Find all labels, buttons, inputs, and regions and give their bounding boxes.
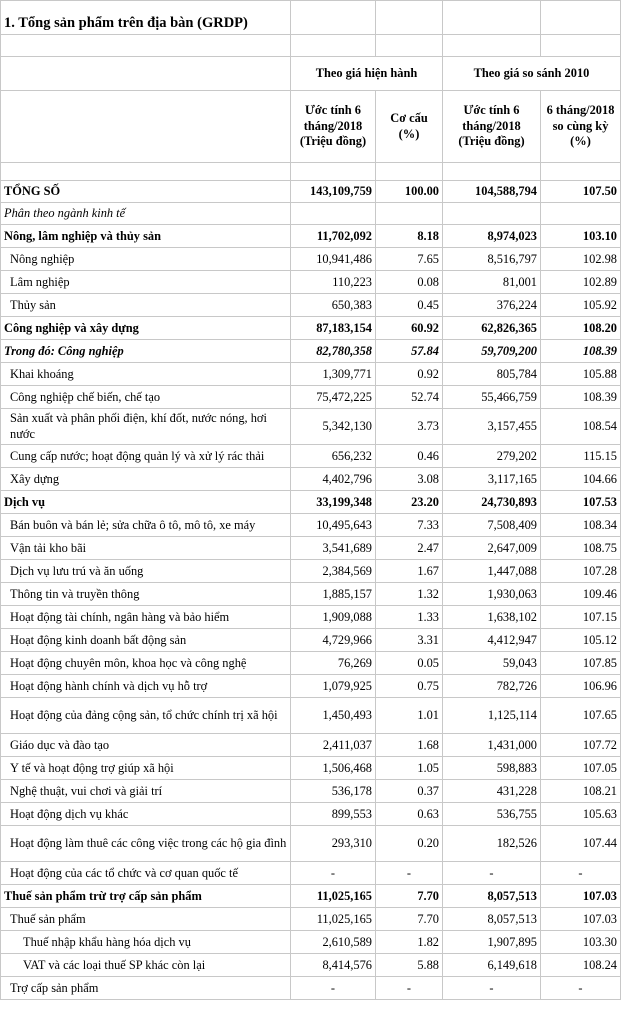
cell-v4: 108.20 bbox=[541, 317, 621, 340]
cell-v2: 3.73 bbox=[376, 409, 443, 445]
cell-v3: 8,974,023 bbox=[443, 225, 541, 248]
row-label: Khai khoáng bbox=[1, 363, 291, 386]
table-row bbox=[1, 977, 621, 1000]
cell-v1: 8,414,576 bbox=[291, 954, 376, 977]
row-label: Thuế sản phẩm bbox=[1, 908, 291, 931]
row-label: Thuế nhập khẩu hàng hóa dịch vụ bbox=[1, 931, 291, 954]
cell-v1: 11,025,165 bbox=[291, 908, 376, 931]
cell-v4: 107.65 bbox=[541, 698, 621, 734]
cell-v1: 11,702,092 bbox=[291, 225, 376, 248]
row-label: Trợ cấp sản phẩm bbox=[1, 977, 291, 1000]
table-row bbox=[1, 734, 621, 757]
cell-v1: 536,178 bbox=[291, 780, 376, 803]
cell-v4: 107.28 bbox=[541, 560, 621, 583]
row-label: Nghệ thuật, vui chơi và giải trí bbox=[1, 780, 291, 803]
cell-v2: 3.31 bbox=[376, 629, 443, 652]
table-row bbox=[1, 629, 621, 652]
cell-v4: 108.75 bbox=[541, 537, 621, 560]
row-label: Hoạt động tài chính, ngân hàng và bảo hiểm bbox=[1, 606, 291, 629]
cell-v1: 76,269 bbox=[291, 652, 376, 675]
cell-v2: 52.74 bbox=[376, 386, 443, 409]
cell-v4: 109.46 bbox=[541, 583, 621, 606]
cell-v4: 102.89 bbox=[541, 271, 621, 294]
cell-v3: 59,043 bbox=[443, 652, 541, 675]
row-label: Lâm nghiệp bbox=[1, 271, 291, 294]
row-label: Hoạt động dịch vụ khác bbox=[1, 803, 291, 826]
header-col-row bbox=[1, 91, 621, 163]
table-row bbox=[1, 803, 621, 826]
cell-v4: 105.63 bbox=[541, 803, 621, 826]
cell-v3: 536,755 bbox=[443, 803, 541, 826]
row-label: Xây dựng bbox=[1, 468, 291, 491]
cell-v2: 7.70 bbox=[376, 908, 443, 931]
cell-v1: 143,109,759 bbox=[291, 181, 376, 203]
cell-v2: 0.05 bbox=[376, 652, 443, 675]
cell-v3: 7,508,409 bbox=[443, 514, 541, 537]
cell-v4: - bbox=[541, 977, 621, 1000]
cell-v3: 2,647,009 bbox=[443, 537, 541, 560]
table-row bbox=[1, 340, 621, 363]
spacer-row bbox=[1, 35, 621, 57]
cell-v2: 3.08 bbox=[376, 468, 443, 491]
cell-v2: 1.01 bbox=[376, 698, 443, 734]
cell-v2: - bbox=[376, 862, 443, 885]
cell-v2: 0.75 bbox=[376, 675, 443, 698]
cell-v1: 10,941,486 bbox=[291, 248, 376, 271]
cell-v4: 107.05 bbox=[541, 757, 621, 780]
cell-v3: 3,117,165 bbox=[443, 468, 541, 491]
cell-v2: 0.20 bbox=[376, 826, 443, 862]
table-row bbox=[1, 445, 621, 468]
cell-v1: 3,541,689 bbox=[291, 537, 376, 560]
cell-v3: 279,202 bbox=[443, 445, 541, 468]
cell-v2: 0.46 bbox=[376, 445, 443, 468]
row-label: Thủy sản bbox=[1, 294, 291, 317]
table-row bbox=[1, 294, 621, 317]
header-col-structure: Cơ cấu (%) bbox=[376, 91, 443, 163]
table-row bbox=[1, 317, 621, 340]
table-row bbox=[1, 386, 621, 409]
cell-v3: 3,157,455 bbox=[443, 409, 541, 445]
cell-v1: 293,310 bbox=[291, 826, 376, 862]
cell-v2: 0.92 bbox=[376, 363, 443, 386]
table-row bbox=[1, 409, 621, 445]
cell-v4: - bbox=[541, 862, 621, 885]
table-row bbox=[1, 248, 621, 271]
cell-v2: 1.68 bbox=[376, 734, 443, 757]
cell-v4: 106.96 bbox=[541, 675, 621, 698]
cell-v1: 899,553 bbox=[291, 803, 376, 826]
row-label: Hoạt động của đảng cộng sản, tổ chức chính trị xã hội bbox=[1, 698, 291, 734]
row-label: Công nghiệp chế biến, chế tạo bbox=[1, 386, 291, 409]
table-row bbox=[1, 468, 621, 491]
cell-v4: 107.44 bbox=[541, 826, 621, 862]
cell-v1 bbox=[291, 203, 376, 225]
cell-v2: 0.63 bbox=[376, 803, 443, 826]
row-label: TỔNG SỐ bbox=[1, 181, 291, 203]
row-label: Trong đó: Công nghiệp bbox=[1, 340, 291, 363]
table-row bbox=[1, 181, 621, 203]
cell-v3: 1,125,114 bbox=[443, 698, 541, 734]
cell-v2: 0.37 bbox=[376, 780, 443, 803]
row-label: Thuế sản phẩm trừ trợ cấp sản phẩm bbox=[1, 885, 291, 908]
cell-v4: 107.72 bbox=[541, 734, 621, 757]
cell-v4: 108.34 bbox=[541, 514, 621, 537]
cell-v4: 108.24 bbox=[541, 954, 621, 977]
row-label: Dịch vụ bbox=[1, 491, 291, 514]
cell-v1: 4,729,966 bbox=[291, 629, 376, 652]
cell-v2: 1.33 bbox=[376, 606, 443, 629]
table-row bbox=[1, 826, 621, 862]
table-row bbox=[1, 225, 621, 248]
cell-v3 bbox=[443, 203, 541, 225]
cell-v4: 105.12 bbox=[541, 629, 621, 652]
cell-v1: 4,402,796 bbox=[291, 468, 376, 491]
cell-v4: 108.39 bbox=[541, 386, 621, 409]
header-group-current: Theo giá hiện hành bbox=[291, 57, 443, 91]
row-label: Hoạt động chuyên môn, khoa học và công nghệ bbox=[1, 652, 291, 675]
cell-v4: 107.03 bbox=[541, 885, 621, 908]
cell-v4: 107.53 bbox=[541, 491, 621, 514]
cell-v1: 650,383 bbox=[291, 294, 376, 317]
cell-v1: 1,909,088 bbox=[291, 606, 376, 629]
row-label: Hoạt động kinh doanh bất động sản bbox=[1, 629, 291, 652]
cell-v1: 87,183,154 bbox=[291, 317, 376, 340]
cell-v1: 1,885,157 bbox=[291, 583, 376, 606]
header-group-compare: Theo giá so sánh 2010 bbox=[443, 57, 621, 91]
cell-v3: 1,638,102 bbox=[443, 606, 541, 629]
cell-v2: 1.05 bbox=[376, 757, 443, 780]
table-row bbox=[1, 363, 621, 386]
table-row bbox=[1, 675, 621, 698]
cell-v3: 1,930,063 bbox=[443, 583, 541, 606]
table-row bbox=[1, 491, 621, 514]
cell-v3: 805,784 bbox=[443, 363, 541, 386]
table-row bbox=[1, 698, 621, 734]
cell-v1: 1,079,925 bbox=[291, 675, 376, 698]
title-row bbox=[1, 1, 621, 35]
cell-v2: 1.32 bbox=[376, 583, 443, 606]
header-group-row bbox=[1, 57, 621, 91]
cell-v4: 108.54 bbox=[541, 409, 621, 445]
cell-v4: 103.10 bbox=[541, 225, 621, 248]
cell-v2: 5.88 bbox=[376, 954, 443, 977]
cell-v3: 1,907,895 bbox=[443, 931, 541, 954]
row-label: Nông, lâm nghiệp và thủy sản bbox=[1, 225, 291, 248]
cell-v4: 104.66 bbox=[541, 468, 621, 491]
cell-v1: - bbox=[291, 977, 376, 1000]
row-label: Dịch vụ lưu trú và ăn uống bbox=[1, 560, 291, 583]
cell-v3: 8,516,797 bbox=[443, 248, 541, 271]
cell-v2: 1.82 bbox=[376, 931, 443, 954]
row-label: Thông tin và truyền thông bbox=[1, 583, 291, 606]
cell-v4: 107.50 bbox=[541, 181, 621, 203]
header-col-compare-estimate: Ước tính 6 tháng/2018 (Triệu đồng) bbox=[443, 91, 541, 163]
cell-v1: 33,199,348 bbox=[291, 491, 376, 514]
cell-v1: 656,232 bbox=[291, 445, 376, 468]
table-row bbox=[1, 583, 621, 606]
cell-v1: 11,025,165 bbox=[291, 885, 376, 908]
cell-v3: 104,588,794 bbox=[443, 181, 541, 203]
cell-v2: 7.65 bbox=[376, 248, 443, 271]
cell-v1: - bbox=[291, 862, 376, 885]
cell-v2: 100.00 bbox=[376, 181, 443, 203]
row-label: Hoạt động hành chính và dịch vụ hỗ trợ bbox=[1, 675, 291, 698]
table-row bbox=[1, 514, 621, 537]
cell-v2: - bbox=[376, 977, 443, 1000]
row-label: Phân theo ngành kinh tế bbox=[1, 203, 291, 225]
table-row bbox=[1, 606, 621, 629]
cell-v3: 8,057,513 bbox=[443, 908, 541, 931]
row-label: Hoạt động của các tổ chức và cơ quan quốc tế bbox=[1, 862, 291, 885]
cell-v4: 105.92 bbox=[541, 294, 621, 317]
row-label: Y tế và hoạt động trợ giúp xã hội bbox=[1, 757, 291, 780]
cell-v3: - bbox=[443, 977, 541, 1000]
cell-v4: 108.21 bbox=[541, 780, 621, 803]
row-label: Giáo dục và đào tạo bbox=[1, 734, 291, 757]
cell-v1: 1,450,493 bbox=[291, 698, 376, 734]
cell-v2: 8.18 bbox=[376, 225, 443, 248]
cell-v1: 2,411,037 bbox=[291, 734, 376, 757]
cell-v4: 115.15 bbox=[541, 445, 621, 468]
table-title: 1. Tổng sản phẩm trên địa bàn (GRDP) bbox=[1, 1, 291, 35]
cell-v3: 55,466,759 bbox=[443, 386, 541, 409]
cell-v4: 102.98 bbox=[541, 248, 621, 271]
table-row bbox=[1, 780, 621, 803]
cell-v4: 103.30 bbox=[541, 931, 621, 954]
table-row bbox=[1, 885, 621, 908]
cell-v1: 2,610,589 bbox=[291, 931, 376, 954]
table-row bbox=[1, 908, 621, 931]
cell-v3: 598,883 bbox=[443, 757, 541, 780]
cell-v1: 75,472,225 bbox=[291, 386, 376, 409]
table-row bbox=[1, 931, 621, 954]
cell-v2: 23.20 bbox=[376, 491, 443, 514]
cell-v3: 59,709,200 bbox=[443, 340, 541, 363]
cell-v2 bbox=[376, 203, 443, 225]
cell-v2: 57.84 bbox=[376, 340, 443, 363]
cell-v2: 0.45 bbox=[376, 294, 443, 317]
cell-v1: 10,495,643 bbox=[291, 514, 376, 537]
cell-v3: - bbox=[443, 862, 541, 885]
table-row bbox=[1, 271, 621, 294]
cell-v1: 2,384,569 bbox=[291, 560, 376, 583]
cell-v1: 1,506,468 bbox=[291, 757, 376, 780]
cell-v3: 782,726 bbox=[443, 675, 541, 698]
cell-v4: 108.39 bbox=[541, 340, 621, 363]
table-row bbox=[1, 757, 621, 780]
cell-v1: 1,309,771 bbox=[291, 363, 376, 386]
row-label: Bán buôn và bán lẻ; sửa chữa ô tô, mô tô, xe máy bbox=[1, 514, 291, 537]
cell-v3: 431,228 bbox=[443, 780, 541, 803]
row-label: Công nghiệp và xây dựng bbox=[1, 317, 291, 340]
table-row bbox=[1, 560, 621, 583]
cell-v2: 2.47 bbox=[376, 537, 443, 560]
cell-v3: 6,149,618 bbox=[443, 954, 541, 977]
cell-v3: 62,826,365 bbox=[443, 317, 541, 340]
row-label: VAT và các loại thuế SP khác còn lại bbox=[1, 954, 291, 977]
cell-v3: 1,431,000 bbox=[443, 734, 541, 757]
cell-v4: 107.03 bbox=[541, 908, 621, 931]
table-row bbox=[1, 203, 621, 225]
cell-v3: 4,412,947 bbox=[443, 629, 541, 652]
cell-v2: 7.33 bbox=[376, 514, 443, 537]
cell-v3: 376,224 bbox=[443, 294, 541, 317]
cell-v3: 81,001 bbox=[443, 271, 541, 294]
header-col-yoy: 6 tháng/2018 so cùng kỳ (%) bbox=[541, 91, 621, 163]
table-row bbox=[1, 862, 621, 885]
cell-v4: 105.88 bbox=[541, 363, 621, 386]
row-label: Vận tải kho bãi bbox=[1, 537, 291, 560]
cell-v2: 7.70 bbox=[376, 885, 443, 908]
cell-v1: 5,342,130 bbox=[291, 409, 376, 445]
cell-v4: 107.15 bbox=[541, 606, 621, 629]
row-label: Nông nghiệp bbox=[1, 248, 291, 271]
cell-v3: 1,447,088 bbox=[443, 560, 541, 583]
cell-v3: 24,730,893 bbox=[443, 491, 541, 514]
table-row bbox=[1, 954, 621, 977]
cell-v2: 60.92 bbox=[376, 317, 443, 340]
table-row bbox=[1, 652, 621, 675]
row-label: Cung cấp nước; hoạt động quản lý và xử lý rác thải bbox=[1, 445, 291, 468]
table-row bbox=[1, 537, 621, 560]
cell-v4: 107.85 bbox=[541, 652, 621, 675]
cell-v2: 1.67 bbox=[376, 560, 443, 583]
header-col-current-estimate: Ước tính 6 tháng/2018 (Triệu đồng) bbox=[291, 91, 376, 163]
spacer-row bbox=[1, 163, 621, 181]
row-label: Hoạt động làm thuê các công việc trong các hộ gia đình bbox=[1, 826, 291, 862]
cell-v3: 182,526 bbox=[443, 826, 541, 862]
row-label: Sản xuất và phân phối điện, khí đốt, nước nóng, hơi nước bbox=[1, 409, 291, 445]
cell-v2: 0.08 bbox=[376, 271, 443, 294]
cell-v1: 110,223 bbox=[291, 271, 376, 294]
cell-v4 bbox=[541, 203, 621, 225]
cell-v3: 8,057,513 bbox=[443, 885, 541, 908]
cell-v1: 82,780,358 bbox=[291, 340, 376, 363]
